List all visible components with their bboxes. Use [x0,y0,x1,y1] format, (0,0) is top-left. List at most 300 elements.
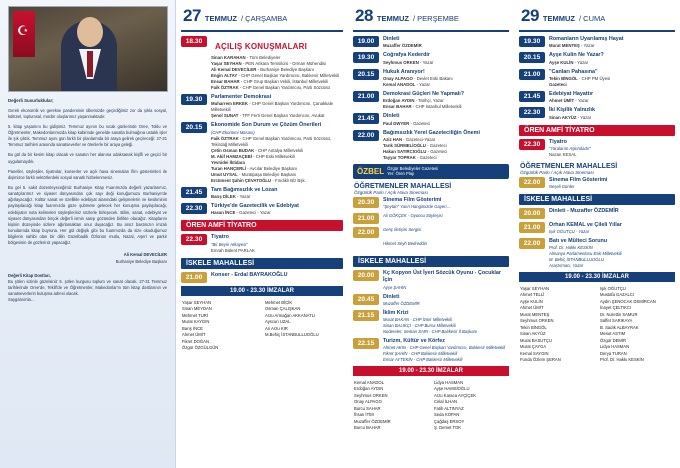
entry-time: 22.30 [519,107,545,118]
entry-body [383,197,511,210]
person-role: - CHP Genel Başkan Yardımcısı, Çanakkale Milletvekili [211,101,334,113]
person-head [77,17,103,47]
entry-body [211,36,345,91]
program-entry [351,213,511,224]
program-entry [517,69,677,88]
ozbel-text [387,166,438,177]
program-entry [351,52,511,65]
person-role: - Burhaniye Belediye Başkanı [256,67,314,73]
entry-body [211,272,345,283]
person-name: Yaşar SEYHAN [211,61,242,67]
person-name: Seyhmus ORKEN [383,59,419,65]
person-entry [383,82,511,88]
entry-subtitle: Muzaffer ÖZDEMİR [383,300,420,306]
entry-title: Dinleti [383,113,400,120]
entry-subtitle: Sinan BALIKÇI - CHP Bursa Milletvekili [383,322,456,328]
entry-body [383,213,511,224]
entry-title: Türkiye'de Gazetecilik ve Edebiyat [211,203,299,210]
signing-name: Arzu Karaca AYÇİÇEK [434,392,477,398]
venue-band: İSKELE MAHALLESİ [353,256,509,267]
venue-subtitle: Özgürlük Parkı / Açık Hava Sineması [520,169,594,175]
entry-subtitle: M. Behiç İSTANBULLUOĞLU [549,257,604,263]
entry-title: Bağımsızlık Yerel Gazeteciliğin Önemi [383,129,480,136]
intro-paragraph-1: Gerek ekonomik ve gerekse pandeminin ülkemizde geçirdiğimiz zor da şıkla sosyal, kültürel, toplumsal, mücbir oluşlarımız yaşanmaktadır. [8,107,167,119]
person-name: Gazeteci [549,81,567,87]
entry-body [549,177,677,190]
entry-subtitle: Işık OĞUTÇU - Yazar [549,229,590,235]
entry-body [383,241,511,252]
entry-body [383,310,511,335]
entry-body [383,270,511,290]
person-name: Muzaffer ÖZDEMİR [383,43,422,49]
person-name: Erdoğan AYDIN [383,98,415,104]
entry-subtitle: Murat BAKAN - CHP İzmir Milletvekili [383,316,452,322]
signing-name: Mehmet TURİ [182,312,208,318]
person-name: Yevnidei İktidara [211,159,245,165]
person-role: - Gazeteci [415,154,437,160]
program-entry [351,197,511,210]
venue-band: ÖREN AMFİ TİYATRO [181,220,343,231]
person-entry [383,155,511,161]
entry-body [383,338,511,363]
signing-name: B. Sadık ALBAYRAK [600,324,639,330]
entry-time: 21.45 [181,187,207,198]
day-divider [353,30,509,32]
entry-title: Tiyatro [549,138,567,145]
person-role: - Fındıklı Blz Bşk. [271,177,306,183]
program-entry [517,177,677,190]
person-name: Sinan AKYÜZ [549,114,577,120]
entry-subtitle: Hikmet Seyh Bedreddin [383,241,427,247]
person-role: - CHP Genel Başkan Yardımcısı, Parti Sözcüsü, Tekirdağ Milletvekili [211,135,332,147]
signing-name: Lidya HASMAN [600,344,630,350]
person-role: - CHP İstanbul Milletvekili [411,104,462,110]
entry-body [211,122,345,183]
signing-name: Celal İLHAN [434,399,458,405]
entry-time: 19.30 [519,36,545,47]
entry-subtitle: "Yaralarım Aşkındadır" [549,145,591,151]
entry-subtitle: Araştırmacı, Yazar [549,263,584,269]
signing-name-column [600,286,674,364]
signing-name: Murat ÇAYGA [520,344,547,350]
program-entry [517,36,677,49]
day-header-28 [351,0,511,30]
entry-body [383,52,511,65]
entry-title: Dinleti - Muzaffer ÖZDEMİR [549,207,619,214]
person-role: - Yazar [574,98,589,104]
entry-body [549,208,677,219]
program-entry [351,69,511,88]
signing-name: Kemal ANADOL [354,379,385,385]
person-name: Ali Kemal DEVECİLER [211,67,257,73]
person-entry [211,194,345,200]
entry-subtitle: Genç İletişim Sergisi [383,227,422,233]
signing-name: Murat BASUTÇU [520,337,552,343]
signing-name: Murat MENTEŞ [520,311,550,317]
signing-name: İhsan İTİM [354,412,374,418]
person-role: - Tüm Belediyeler [245,55,281,60]
signing-name: Ari Arzu KIR [265,325,288,331]
person-role: - TFF Ferti Genel Başkan Yardımcısı, Avukat [238,113,325,119]
entry-title: Coğrafya Kederdir [383,52,431,59]
signing-name: Arzu Armağan AKKANATLI [265,312,316,318]
entry-time: 21.15 [353,310,379,321]
venue-title: ÖĞRETMENLER MAHALLESİ [520,162,618,170]
person-role: - CHP PM Üyesi [577,75,611,81]
entry-body [549,139,677,158]
entry-body [549,69,677,88]
signing-band: 19.00 - 23.30 İMZALAR [181,286,343,296]
entry-time: 21.00 [519,69,545,80]
entry-title: Romanların Uyarılamış Hayat [549,36,624,42]
person-name: Turan HANÇERLİ [211,165,247,171]
person-role: - Tarihçi, Yazar [414,98,444,104]
program-entry [351,113,511,126]
entry-body [549,52,677,65]
program-entry [179,272,345,283]
person-entry [211,136,345,148]
entry-title: Dinleti [383,293,400,300]
program-entry [351,241,511,252]
day-divider [519,30,675,32]
day-body-27 [179,36,345,354]
signing-name-column [434,380,508,432]
day-column-29 [514,0,680,468]
person-role: - Gazeteci [426,148,448,154]
entry-time: 21.45 [353,113,379,124]
person-role: - Gazeteci-Yazar [402,136,436,142]
person-role: - Muratpaşa Belediye Başkanı [237,171,297,177]
entry-body [211,94,345,119]
entry-title: Edebiyat Hayattır [549,90,594,97]
signing-name: Burcu BAHAR [354,425,381,431]
signing-name: Fikret DOĞAN [182,338,209,344]
person-name: Tarık SÜRMELİOĞLU [383,142,426,148]
signing-names [179,298,345,354]
entry-time: 20.00 [353,270,379,281]
entry-title: Sinema Film Gösterimi [549,176,608,183]
signing-name: Saffet SARIKAYA [600,318,633,324]
day-body-28 [351,36,511,434]
person-role: - PEN Ankara Temsilcisi - Orman Mühendisi [241,61,327,67]
program-entry [517,52,677,65]
person-role: - CHP Grup Başkan Vekili, İstanbul Milletvekili [239,79,329,85]
person-role: - CHP Genel Başkan Yardımcısı, Parti Sözcüsü [238,85,330,91]
program-entry [517,139,677,158]
intro-paragraph-5: Bu gel 5. sakit düzenleyeceğimiz Burhaniye Kitap Fuarımızda değerli yazarlarımız, sanatçılarımız ve siyaset dünyasından çok sayı deği konuğumuzu Burhaniye'de ağırlayacağız. Kültür sanat ve özellikle edebiyat alanındaki gelişmelerin ve kesikminin paylaşılacağı kitap fuarımızda güze şubmete gelecek her konuşma paylaşılacağı, edebiyatın nota kelimeleri söyleşileriniz sözlerle birleşecek. Bilim, sanat, edebiyat ve siyaset dünyasından birçok değerli ismin sanşı gözünden birlikte olacağız. Kitaplarını kişinin düzeyinde sizlere ağırlamaktan onur duyacağız. Bu arsız bastınızın imzalı konularında kitap buyruna. Her gül değişik gibi bu fuarımızda da size okuduğumuz bilgilerin sahibi olan bir dilin Güzelbadik Özlünün mutlu, Nazal, Aşerl ve parkir bölgesinin de gözleriniz yapacağız. [8,185,167,246]
signing-name: Seyhmus ORKEN [520,318,554,324]
entry-body [549,222,677,235]
program-entry [351,294,511,307]
greeting-title: Değerli Susurluklular; [8,98,54,103]
person-role: - CHP Eski Milletvekili [251,153,295,159]
person-role: - Yazar [235,194,251,200]
signing-name: Barış İNCE [182,325,203,331]
person-entry [211,178,345,184]
signing-band: 19.00 - 23.30 İMZALAR [519,272,675,282]
entry-time: 19.30 [353,52,379,63]
person-entry [549,82,677,88]
left-intro-column [0,0,176,468]
signing-name: Burcu SAHAR [354,405,381,411]
signing-names [517,284,677,366]
day-month: TEMMUZ [542,14,575,23]
signing-name: Aydın ŞENOCAK DEMİRCAN [600,298,656,304]
program-entry [179,187,345,200]
day-number: 28 [355,6,373,25]
entry-time: 21.00 [181,272,207,283]
program-entry [351,310,511,335]
signing-name: Ahmet ÜMİT [182,332,206,338]
second-greeting-text: Bu şölen sizinle güzelsiniz 5. şölen kurgusu toplum ve sanat olacak. 27-31 Temmuz tarihlerinde Oree'de, Teklif'de ve Öğretmenler, Makedonlar'ın tüm kitap dostlarının ve sanatseverlerin buluşma adresi olacak. [8,278,167,297]
person-name: Şenol SUNAT [211,113,239,119]
entry-body [383,69,511,88]
entry-time: 22.00 [519,177,545,188]
person-name: Barış DİLEK [211,194,236,200]
person-name: Kemal ANADOL [383,81,416,87]
person-name: Paul DWYER [383,120,410,126]
signing-name: Erdoğan AYDIN [354,386,384,392]
person-name: Hasan İNCE [211,210,236,216]
entry-title: Turizm, Kültür ve Körfez [383,337,445,344]
entry-time: 20.00 [519,208,545,219]
entry-title: Ayşe Kulin Ne Yazar? [549,52,604,59]
entry-subtitle: Ayşe ŞAHİN [383,284,407,290]
entry-time: 22.00 [353,130,379,141]
entry-time: 20.45 [353,294,379,305]
program-entry [351,338,511,363]
person-name: M. Akif HAMZAÇEBİ [211,153,252,159]
signing-name-column [520,286,594,364]
person-entry [383,104,511,110]
entry-time: 21.00 [353,213,379,224]
entry-title: Dinleti [383,36,400,42]
signing-name: Seyhmus ORKEN [354,392,388,398]
entry-body [211,203,345,216]
second-greeting-foot: Saygılarımla… [8,297,35,303]
intro-paragraph-3: Bu gül da bir kesim kitap olacak ve sanatın her alanına odaksanak kişifli ve geçici bir uygulamaydık. [8,152,167,164]
person-role: - Yazar [576,114,592,120]
person-name: Ensar BAHAR [211,79,240,85]
signature-name: Ali Kemal DEVECİLER [123,252,167,258]
person-role: - Yazar [418,59,434,65]
entry-time: 21.00 [519,222,545,233]
entry-title: Konser - Erdal BAYRAKOĞLU [211,271,288,278]
entry-title: Ekonomide Son Durum ve Çözüm Önerileri [211,122,322,129]
person-name: Faik ÖZTRAK [211,85,239,91]
person-name: Ayşe KULİN [549,59,574,65]
entry-time: 22.15 [353,338,379,349]
program-entry [179,122,345,183]
entry-subtitle: (CHP Ekonomi Masası) [211,129,255,135]
person-name: Hakan SATIRCIOĞLU [383,148,427,154]
person-role: - CHP Antalya Milletvekili [254,147,304,153]
venue-title: ÖĞRETMENLER MAHALLESİ [354,182,452,190]
signing-name: Mesut ASTIM [600,331,626,337]
signing-name: Ayşe HAMSİOĞLU [434,386,470,392]
program-entry [351,270,511,290]
opening-section [179,36,345,91]
day-weekday: / CUMA [579,14,606,23]
program-entry [179,234,345,253]
person-entry [549,98,677,104]
program-entry [517,107,677,120]
entry-subtitle: "Şeytan" Yarın Hangimizde Gayeri… [383,204,451,210]
entry-title: İki Kişilik Yalnızlık [549,107,596,114]
entry-body [549,36,677,49]
entry-subtitle: Nodereler: Serkan SARI - CHP Balıkesir İl Başkanı [383,328,478,334]
mayor-photo [8,6,168,92]
signing-name: Murat KAYGIN [182,319,210,325]
program-columns [176,0,680,468]
ozbel-logo-icon: ÖZBEL [357,166,385,176]
signing-name: Funda Özlem ŞERAN [520,357,561,363]
signing-name: Seda KOPAN [434,412,460,418]
signing-name: Kemal SAYGIN [520,350,549,356]
section-title: AÇILIŞ KONUŞMALARI [215,42,308,51]
entry-title: Kç Kopyon Üst İyeri Sözcük Oyunu - Çocuklar İçin [383,270,502,284]
signing-name: Osman ÇALIŞKAN [265,306,301,312]
signing-name: Tekin BİNGÖL [520,324,547,330]
signing-name: Yaşar SEYHAN [182,299,212,305]
entry-subtitle: Fikret ŞAHİN - CHP Balıkesir Milletvekili [383,350,458,356]
entry-subtitle: Almanya Parlamentosu Eski Milletvekili [549,251,622,257]
day-month: TEMMUZ [376,14,409,23]
person-role: - CHP Genel Başkan Yardımcısı, Balıkesir Milletvekili [237,73,340,79]
program-entry [351,227,511,238]
person-name: Muharrem ERKEK [211,101,249,107]
person-role: - Avcılar Belediye Başkanı [246,165,298,171]
signing-name: Ayscun UZAL [265,319,291,325]
person-name: Murat MENTEŞ [549,43,580,49]
signing-name: Çağdaş ERSOY [434,418,465,424]
entry-body [383,227,511,238]
day-number: 27 [183,6,201,25]
entry-title: İklim Krizi [383,309,409,316]
entry-time: 21.45 [519,91,545,102]
signing-name: Ş. Demet TOK [434,425,462,431]
person-name: Umut UYSAL [211,171,238,177]
person-entry [383,121,511,127]
ozbel-line: Yer: Ören Plajı [387,171,415,177]
entry-body [549,91,677,104]
program-entry [351,130,511,161]
program-entry [179,94,345,119]
day-month: TEMMUZ [204,14,237,23]
person-role: - Yazar [579,43,595,49]
program-entry [179,203,345,216]
person-entry [211,85,345,91]
person-entry [211,101,345,113]
intro-text [8,98,167,246]
venue-band: ÖREN AMFİ TİYATRO [519,125,675,136]
person-entry [383,60,511,66]
entry-time: 18.30 [181,36,207,47]
program-entry [517,91,677,104]
entry-time: 20.15 [519,52,545,63]
venue-band: İSKELE MAHALLESİ [519,194,675,205]
signing-name: Ahmet TELLİ [520,292,545,298]
signing-name: Ayşe KULİN [520,298,543,304]
program-entry [517,238,677,269]
entry-subtitle: "Bir Beyin Hikayesi" [211,241,248,247]
entry-body [383,113,511,126]
venue-subtitle: Özgürlük Parkı / Açık Hava Sineması [354,189,428,195]
signing-name: Sinan AKYÜZ [520,331,546,337]
second-greeting-title: Değerli Kitap Dostları, [8,272,51,278]
signing-name: İnayet ÇELTIKCI [600,305,632,311]
entry-title: Sinema Film Gösterimi [383,196,442,203]
signing-band: 19.00 - 23.30 İMZALAR [353,366,509,376]
entry-title: Tam Bağımsızlık ve Lozan [211,186,278,193]
signing-name: Sinan MEYDAN [182,306,212,312]
signature-title: Burhaniye Belediye Başkanı [115,258,167,264]
signing-name: Dr. Nurettin SAMUR [600,311,638,317]
entry-subtitle: Neşeli Günler [549,184,575,190]
signing-name: Mehmet BİCİK [265,299,293,305]
person-name: Ensar BAHAR [383,104,412,110]
entry-person: Emrah Bülent PARLAK [211,247,255,253]
intro-paragraph-2: 5. kitap yaşamını bu gidişimiz. Temmuz ayının bu sıcak günlerinde Oree, Toklu ve Öğretmenler, Makedonlarımızda kitap kabirinde genelde sanatla bulmağına ustalık işler ile şık çıktık. Temmuz ayını gün farklı bir planlarmda bir araya gelirek geçireceği: 27-31 Temmuz tarihleri arasında sanatseverler ve ötenlerle bir araya geleği. [8,123,167,148]
flag-icon [13,11,35,57]
person-role: - Gazeteci [425,142,447,148]
day-body-29 [517,36,677,366]
signing-name: M.Behiç İSTANBULLUOĞLU [265,332,319,338]
person-name: Tayyar TOPRAK [383,154,416,160]
entry-time: 22.30 [519,139,545,150]
person-name: Sinan KARAHAN [211,55,246,60]
signing-name: Prof. Dr. Hakkı KESKİN [600,357,644,363]
program-entry [517,208,677,219]
signing-name-column [182,300,259,352]
signing-name: Onay ALPAGO [354,399,382,405]
person-name: Tekin BİNGÖL [549,75,578,81]
day-weekday: / PERŞEMBE [413,14,459,23]
entry-time: 19.30 [181,94,207,105]
person-role: - Yazar [415,81,430,87]
signing-name: Lidya HASMAN [434,379,464,385]
person-role: - Yazar [573,59,589,65]
day-header-27 [179,0,345,30]
entry-body [211,187,345,200]
person-entry [549,60,677,66]
entry-title: "Canları Pahasına" [549,68,598,75]
entry-body [383,36,511,49]
entry-time: 20.15 [181,122,207,133]
entry-time: 21.00 [353,91,379,102]
person-name: Çetin Osman BUDAK [211,147,255,153]
entry-time: 20.15 [353,69,379,80]
signing-name: Mustafa GAZALCI [600,292,634,298]
signature-block-2 [8,273,167,304]
entry-subtitle: Ensar AYTEKİN - CHP Balıkesir Milletvekili [383,356,463,362]
day-divider [181,30,343,32]
entry-body [549,238,677,269]
signing-name: Yaşar SEYHAN [520,285,550,291]
person-entry [549,115,677,121]
day-header-29 [517,0,677,30]
person-name: Onay ALPAGO [383,75,413,81]
entry-subtitle: Ahmet AKIN - CHP Genel Başkan Yardımcısı, Balıkesir Milletvekili [383,344,506,350]
entry-title: Batı ve Mülteci Sorunu [549,238,608,245]
signature-block-1 [8,252,167,264]
signing-name: Özgür ÖZGÜLGÜN [182,345,219,351]
signing-names [351,378,511,434]
person-name: Faik ÖZTRAK [211,135,239,141]
entry-body [549,107,677,120]
signing-name: Derya TURAN [600,350,627,356]
intro-paragraph-4: Paneller, söyleşiler, tiyatrolar, konserler ve açık hava sinemaları film gösterimleri ile dişimizce farklı sektörlerdeki sosyal sanatlı hizbelenmesiz. [8,168,167,180]
